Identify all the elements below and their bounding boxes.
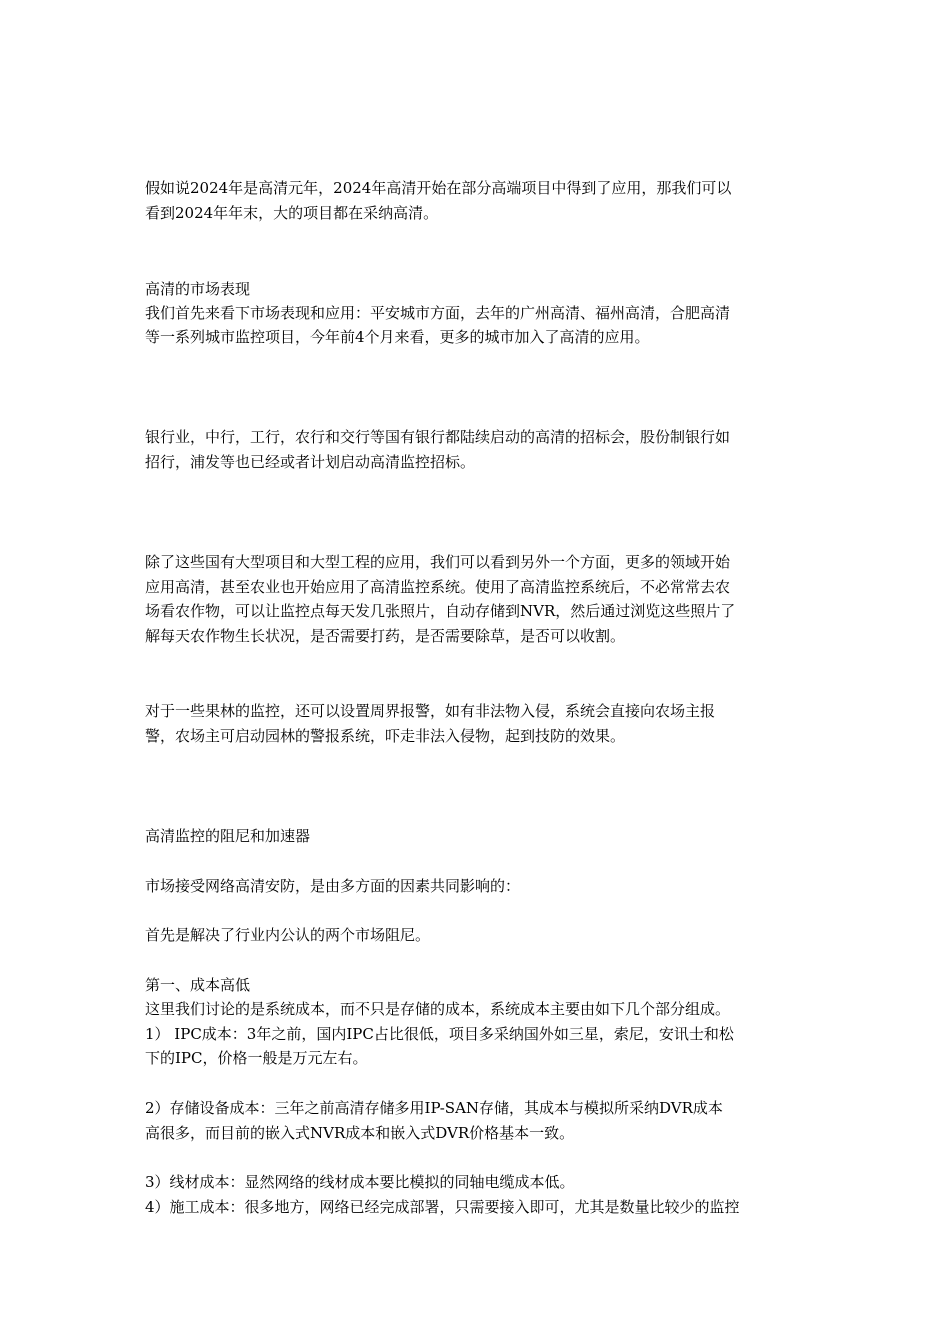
heading-market-performance: 高清的市场表现 <box>145 280 251 298</box>
agri-line-3: 场看农作物，可以让监控点每天发几张照片，自动存储到NVR，然后通过浏览这些照片了 <box>145 602 736 620</box>
acceptance-line: 市场接受网络高清安防，是由多方面的因素共同影响的： <box>145 877 521 895</box>
agri-line-2: 应用高清，甚至农业也开始应用了高清监控系统。使用了高清监控系统后，不必常常去农 <box>145 578 731 596</box>
storage-cost-line-2: 高很多，而目前的嵌入式NVR成本和嵌入式DVR价格基本一致。 <box>145 1124 575 1142</box>
heading-damping-accelerator: 高清监控的阻尼和加速器 <box>145 827 311 845</box>
cable-cost-line: 3）线材成本：显然网络的线材成本要比模拟的同轴电缆成本低。 <box>145 1173 575 1191</box>
damping-intro-line: 首先是解决了行业内公认的两个市场阻尼。 <box>145 926 431 944</box>
orchard-line-2: 警，农场主可启动园林的警报系统，吓走非法入侵物，起到技防的效果。 <box>145 727 626 745</box>
agri-line-1: 除了这些国有大型项目和大型工程的应用，我们可以看到另外一个方面，更多的领域开始 <box>145 553 731 571</box>
heading-cost: 第一、成本高低 <box>145 976 251 994</box>
construction-cost-line: 4）施工成本：很多地方，网络已经完成部署，只需要接入即可，尤其是数量比较少的监控 <box>145 1198 740 1216</box>
bank-line-2: 招行，浦发等也已经或者计划启动高清监控招标。 <box>145 453 476 471</box>
bank-line-1: 银行业，中行，工行，农行和交行等国有银行都陆续启动的高清的招标会，股份制银行如 <box>145 428 731 446</box>
intro-line-1: 假如说2024年是高清元年，2024年高清开始在部分高端项目中得到了应用，那我们可以 <box>145 179 732 197</box>
market-line-2: 等一系列城市监控项目，今年前4个月来看，更多的城市加入了高清的应用。 <box>145 328 650 346</box>
orchard-line-1: 对于一些果林的监控，还可以设置周界报警，如有非法物入侵，系统会直接向农场主报 <box>145 702 716 720</box>
agri-line-4: 解每天农作物生长状况，是否需要打药，是否需要除草，是否可以收割。 <box>145 627 626 645</box>
cost-intro-line: 这里我们讨论的是系统成本，而不只是存储的成本，系统成本主要由如下几个部分组成。 <box>145 1000 731 1018</box>
market-line-1: 我们首先来看下市场表现和应用：平安城市方面，去年的广州高清、福州高清，合肥高清 <box>145 304 731 322</box>
ipc-cost-line-1: 1） IPC成本：3年之前，国内IPC占比很低，项目多采纳国外如三星，索尼，安讯士和松 <box>145 1025 734 1043</box>
ipc-cost-line-2: 下的IPC，价格一般是万元左右。 <box>145 1049 368 1067</box>
intro-line-2: 看到2024年年末，大的项目都在采纳高清。 <box>145 204 439 222</box>
storage-cost-line-1: 2）存储设备成本：三年之前高清存储多用IP-SAN存储，其成本与模拟所采纳DVR成本 <box>145 1099 723 1117</box>
